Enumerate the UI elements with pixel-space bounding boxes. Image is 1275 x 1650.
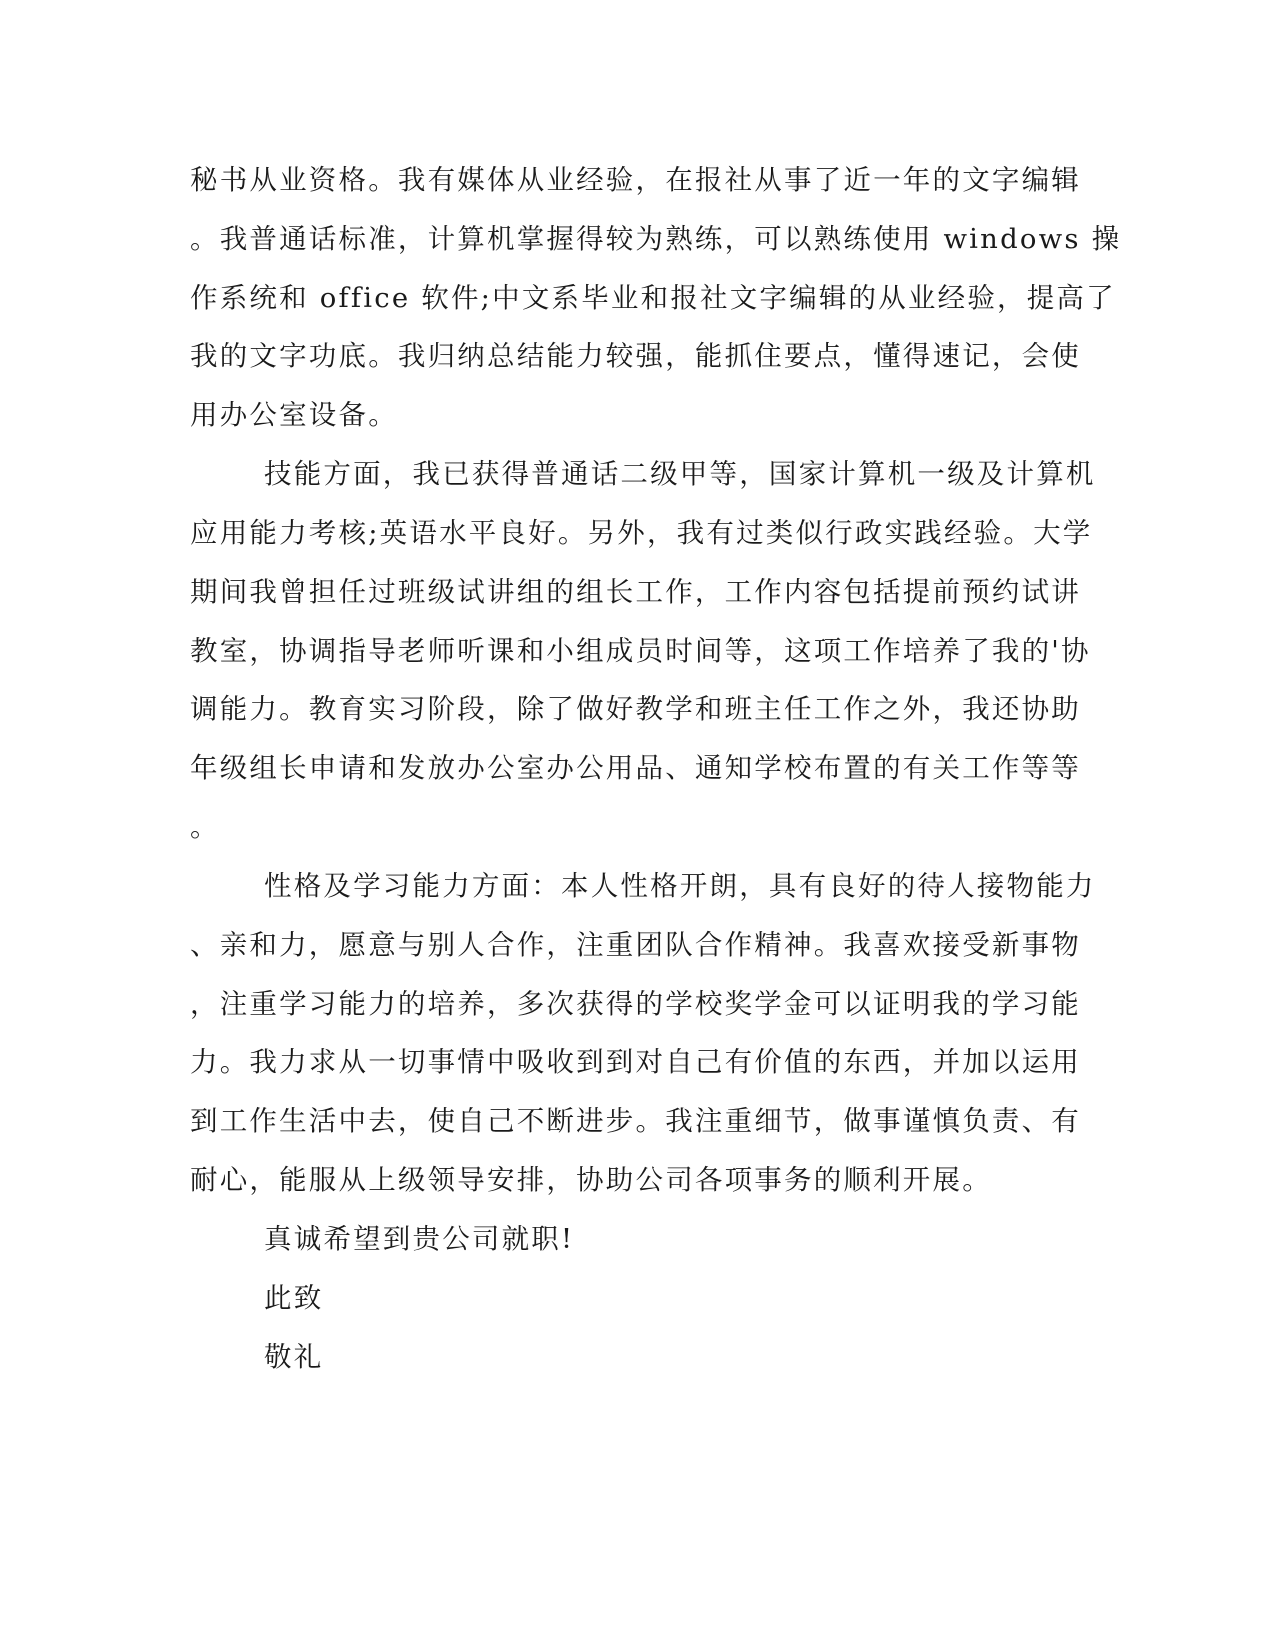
paragraph-2-line-4: 教室，协调指导老师听课和小组成员时间等，这项工作培养了我的'协 <box>190 635 1091 667</box>
paragraph-1-line-1: 秘书从业资格。我有媒体从业经验，在报社从事了近一年的文字编辑 <box>190 164 1081 196</box>
paragraph-1-line-3: 作系统和 office 软件;中文系毕业和报社文字编辑的从业经验，提高了 <box>190 282 1116 314</box>
paragraph-1-line-2: 。我普通话标准，计算机掌握得较为熟练，可以熟练使用 windows 操 <box>190 223 1122 255</box>
paragraph-3-line-1: 性格及学习能力方面：本人性格开朗，具有良好的待人接物能力 <box>264 870 1096 902</box>
paragraph-2-line-6: 年级组长申请和发放办公室办公用品、通知学校布置的有关工作等等 <box>190 752 1081 784</box>
paragraph-2-line-1: 技能方面，我已获得普通话二级甲等，国家计算机一级及计算机 <box>264 458 1096 490</box>
salutation-ci-zhi: 此致 <box>264 1282 324 1314</box>
closing-line: 真诚希望到贵公司就职! <box>264 1223 575 1255</box>
paragraph-2-line-7: 。 <box>190 811 220 843</box>
paragraph-1-line-4: 我的文字功底。我归纳总结能力较强，能抓住要点，懂得速记，会使 <box>190 340 1081 372</box>
paragraph-2-line-5: 调能力。教育实习阶段，除了做好教学和班主任工作之外，我还协助 <box>190 693 1081 725</box>
paragraph-3-line-3: ，注重学习能力的培养，多次获得的学校奖学金可以证明我的学习能 <box>190 988 1081 1020</box>
paragraph-2-line-3: 期间我曾担任过班级试讲组的组长工作，工作内容包括提前预约试讲 <box>190 576 1081 608</box>
paragraph-3-line-2: 、亲和力，愿意与别人合作，注重团队合作精神。我喜欢接受新事物 <box>190 929 1081 961</box>
salutation-jing-li: 敬礼 <box>264 1341 324 1373</box>
paragraph-3-line-6: 耐心，能服从上级领导安排，协助公司各项事务的顺利开展。 <box>190 1164 992 1196</box>
paragraph-1-line-5: 用办公室设备。 <box>190 399 398 431</box>
paragraph-3-line-5: 到工作生活中去，使自己不断进步。我注重细节，做事谨慎负责、有 <box>190 1105 1081 1137</box>
paragraph-2-line-2: 应用能力考核;英语水平良好。另外，我有过类似行政实践经验。大学 <box>190 517 1093 549</box>
paragraph-3-line-4: 力。我力求从一切事情中吸收到到对自己有价值的东西，并加以运用 <box>190 1046 1081 1078</box>
